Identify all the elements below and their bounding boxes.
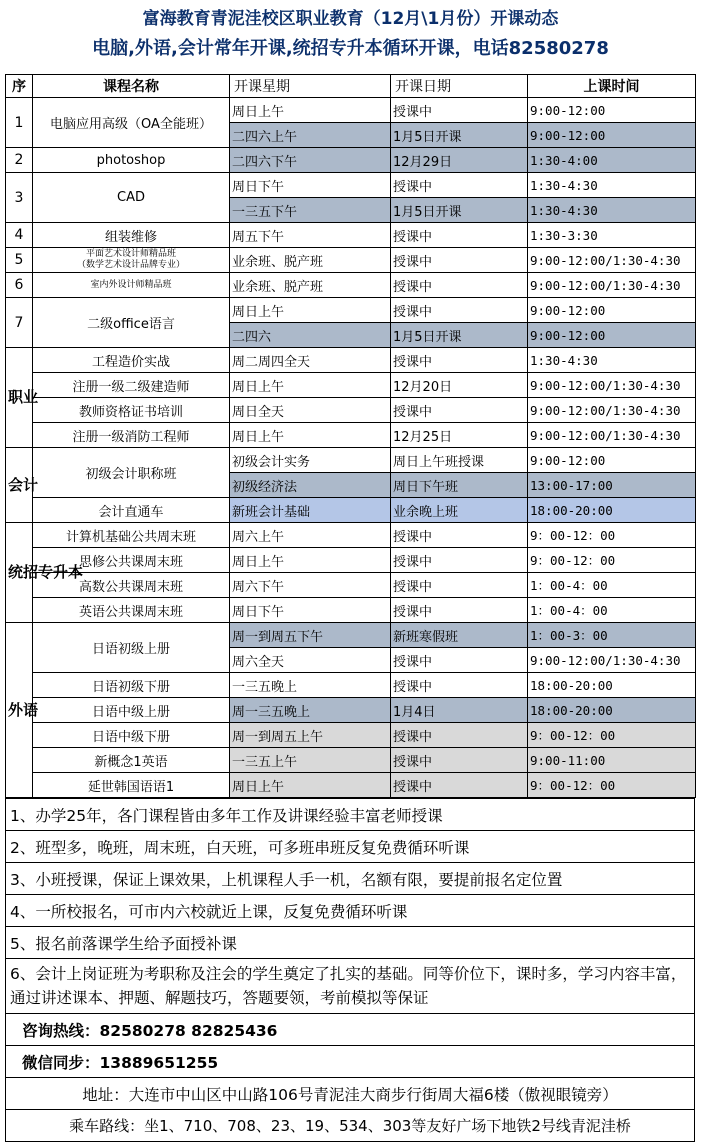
course-time: 9:00-12:00 <box>528 298 696 323</box>
course-week: 初级经济法 <box>230 473 391 498</box>
course-week: 周六下午 <box>230 573 391 598</box>
course-date: 授课中 <box>391 173 528 198</box>
course-date: 授课中 <box>391 523 528 548</box>
course-week: 初级会计实务 <box>230 448 391 473</box>
table-row <box>6 448 696 473</box>
course-name: 延世韩国语语1 <box>33 773 230 798</box>
course-name: 组装维修 <box>33 223 230 248</box>
table-row <box>6 598 696 623</box>
course-time: 9：00-12：00 <box>528 773 696 798</box>
course-date: 授课中 <box>391 598 528 623</box>
course-name: 注册一级二级建造师 <box>33 373 230 398</box>
course-week: 周五下午 <box>230 223 391 248</box>
table-row <box>6 173 696 198</box>
course-name: 会计直通车 <box>33 498 230 523</box>
course-time: 18:00-20:00 <box>528 673 696 698</box>
page-title <box>0 0 701 74</box>
row-number: 2 <box>6 148 33 173</box>
course-time: 18:00-20:00 <box>528 498 696 523</box>
course-date: 12月20日 <box>391 373 528 398</box>
course-week: 二四六上午 <box>230 123 391 148</box>
course-week: 周日上午 <box>230 548 391 573</box>
title-line-1: 富海教育青泥洼校区职业教育（12月\1月份）开课动态 <box>142 9 559 29</box>
table-row <box>6 523 696 548</box>
course-name: 计算机基础公共周末班 <box>33 523 230 548</box>
course-time: 9:00-12:00/1:30-4:30 <box>528 248 696 273</box>
course-time: 9：00-12：00 <box>528 723 696 748</box>
table-row <box>6 148 696 173</box>
row-number: 1 <box>6 98 33 148</box>
row-number: 3 <box>6 173 33 223</box>
table-row <box>6 423 696 448</box>
course-time: 9：00-12：00 <box>528 548 696 573</box>
course-name: 电脑应用高级（OA全能班） <box>33 98 230 148</box>
category-language: 外语 <box>6 623 33 798</box>
course-name: 工程造价实战 <box>33 348 230 373</box>
course-name: 新概念1英语 <box>33 748 230 773</box>
course-week: 业余班、脱产班 <box>230 273 391 298</box>
course-date: 授课中 <box>391 773 528 798</box>
course-date: 授课中 <box>391 723 528 748</box>
table-row <box>6 573 696 598</box>
course-week: 一三五晚上 <box>230 673 391 698</box>
course-time: 1：00-4：00 <box>528 573 696 598</box>
course-week: 周六上午 <box>230 523 391 548</box>
course-name: 日语中级上册 <box>33 698 230 723</box>
course-time: 1:30-3:30 <box>528 223 696 248</box>
header-week: 开课星期 <box>230 75 391 98</box>
header-course: 课程名称 <box>33 75 230 98</box>
table-row <box>6 673 696 698</box>
course-date: 1月5日开课 <box>391 123 528 148</box>
course-time: 9:00-12:00 <box>528 323 696 348</box>
course-date: 授课中 <box>391 548 528 573</box>
course-time: 9:00-12:00/1:30-4:30 <box>528 273 696 298</box>
course-time: 9：00-12：00 <box>528 523 696 548</box>
course-date: 授课中 <box>391 223 528 248</box>
contact-hotline: 咨询热线：82580278 82825436 <box>6 1014 695 1046</box>
course-time: 13:00-17:00 <box>528 473 696 498</box>
course-time: 9:00-12:00 <box>528 448 696 473</box>
course-date: 授课中 <box>391 98 528 123</box>
course-week: 周日上午 <box>230 423 391 448</box>
course-date: 授课中 <box>391 248 528 273</box>
table-row <box>6 698 696 723</box>
course-week: 周日下午 <box>230 598 391 623</box>
course-date: 1月4日 <box>391 698 528 723</box>
course-time: 9:00-12:00 <box>528 98 696 123</box>
course-name-line-1: 平面艺术设计师精品班 <box>85 249 176 259</box>
course-week: 周二周四全天 <box>230 348 391 373</box>
course-name: 初级会计职称班 <box>33 448 230 498</box>
table-row <box>6 348 696 373</box>
table-row <box>6 273 696 298</box>
contact-wechat: 微信同步：13889651255 <box>6 1046 695 1078</box>
table-header <box>6 75 696 98</box>
category-accounting: 会计 <box>6 448 33 523</box>
course-name: photoshop <box>33 148 230 173</box>
course-name: 思修公共课周末班 <box>33 548 230 573</box>
course-name: CAD <box>33 173 230 223</box>
course-name: 日语中级下册 <box>33 723 230 748</box>
course-week: 业余班、脱产班 <box>230 248 391 273</box>
header-date: 开课日期 <box>391 75 528 98</box>
course-name: 高数公共课周末班 <box>33 573 230 598</box>
course-name: 二级office语言 <box>33 298 230 348</box>
course-name: 日语初级上册 <box>33 623 230 673</box>
course-name: 日语初级下册 <box>33 673 230 698</box>
course-date: 授课中 <box>391 398 528 423</box>
course-time: 9:00-12:00/1:30-4:30 <box>528 373 696 398</box>
table-row <box>6 98 696 123</box>
course-date: 授课中 <box>391 348 528 373</box>
course-time: 1：00-3：00 <box>528 623 696 648</box>
course-week: 二四六下午 <box>230 148 391 173</box>
category-upgrade: 统招专升本 <box>6 523 33 623</box>
table-row <box>6 498 696 523</box>
course-date: 业余晚上班 <box>391 498 528 523</box>
header-time: 上课时间 <box>528 75 696 98</box>
course-name: 注册一级消防工程师 <box>33 423 230 448</box>
course-table <box>5 74 696 798</box>
course-date: 12月29日 <box>391 148 528 173</box>
course-name: 英语公共课周末班 <box>33 598 230 623</box>
notes-table <box>5 798 695 1142</box>
course-time: 9:00-12:00 <box>528 123 696 148</box>
course-week: 周日上午 <box>230 773 391 798</box>
course-time: 1:30-4:30 <box>528 173 696 198</box>
course-week: 周日下午 <box>230 173 391 198</box>
course-time: 1:30-4:30 <box>528 348 696 373</box>
course-time: 1:30-4:30 <box>528 198 696 223</box>
course-name: 教师资格证书培训 <box>33 398 230 423</box>
course-time: 18:00-20:00 <box>528 698 696 723</box>
course-time: 1：00-4：00 <box>528 598 696 623</box>
table-row <box>6 223 696 248</box>
note-item: 2、班型多，晚班，周末班，白天班，可多班串班反复免费循环听课 <box>6 831 695 863</box>
course-name <box>33 248 230 273</box>
course-week: 新班会计基础 <box>230 498 391 523</box>
note-item: 4、一所校报名，可市内六校就近上课，反复免费循环听课 <box>6 895 695 927</box>
category-vocational: 职业 <box>6 348 33 448</box>
contact-address: 地址：大连市中山区中山路106号青泥洼大商步行街周大福6楼（傲视眼镜旁） <box>6 1078 695 1110</box>
course-date: 授课中 <box>391 273 528 298</box>
course-week: 周一到周五下午 <box>230 623 391 648</box>
course-week: 二四六 <box>230 323 391 348</box>
table-row <box>6 298 696 323</box>
header-no: 序 <box>6 75 33 98</box>
course-week: 周一到周五上午 <box>230 723 391 748</box>
course-time: 9:00-12:00/1:30-4:30 <box>528 398 696 423</box>
row-number: 4 <box>6 223 33 248</box>
table-row <box>6 623 696 648</box>
course-week: 周日上午 <box>230 373 391 398</box>
course-date: 授课中 <box>391 673 528 698</box>
course-time: 1:30-4:00 <box>528 148 696 173</box>
course-time: 9:00-11:00 <box>528 748 696 773</box>
course-name: 室内外设计师精品班 <box>33 273 230 298</box>
course-name-line-2: （数学艺术设计品牌专业） <box>76 260 185 270</box>
course-week: 周日全天 <box>230 398 391 423</box>
course-week: 周日上午 <box>230 98 391 123</box>
course-date: 1月5日开课 <box>391 323 528 348</box>
table-row <box>6 748 696 773</box>
course-date: 周日上午班授课 <box>391 448 528 473</box>
table-row <box>6 548 696 573</box>
row-number: 6 <box>6 273 33 298</box>
table-row <box>6 248 696 273</box>
table-row <box>6 373 696 398</box>
course-date: 授课中 <box>391 648 528 673</box>
course-time: 9:00-12:00/1:30-4:30 <box>528 423 696 448</box>
course-date: 周日下午班 <box>391 473 528 498</box>
course-date: 授课中 <box>391 298 528 323</box>
table-row <box>6 773 696 798</box>
course-week: 周一三五晚上 <box>230 698 391 723</box>
course-time: 9:00-12:00/1:30-4:30 <box>528 648 696 673</box>
course-date: 1月5日开课 <box>391 198 528 223</box>
course-date: 新班寒假班 <box>391 623 528 648</box>
course-date: 授课中 <box>391 748 528 773</box>
note-item: 3、小班授课，保证上课效果，上机课程人手一机，名额有限，要提前报名定位置 <box>6 863 695 895</box>
note-item: 5、报名前落课学生给予面授补课 <box>6 927 695 959</box>
table-row <box>6 723 696 748</box>
note-item: 6、会计上岗证班为考职称及注会的学生奠定了扎实的基础。同等价位下，课时多，学习内容丰富，通过讲述课本、押题、解题技巧，答题要领，考前模拟等保证 <box>6 959 695 1014</box>
course-week: 一三五下午 <box>230 198 391 223</box>
course-date: 12月25日 <box>391 423 528 448</box>
contact-route: 乘车路线：坐1、710、708、23、19、534、303等友好广场下地铁2号线青泥洼桥 <box>6 1110 695 1142</box>
table-row <box>6 398 696 423</box>
row-number: 7 <box>6 298 33 348</box>
course-date: 授课中 <box>391 573 528 598</box>
course-week: 周六全天 <box>230 648 391 673</box>
row-number: 5 <box>6 248 33 273</box>
course-week: 周日上午 <box>230 298 391 323</box>
course-week: 一三五上午 <box>230 748 391 773</box>
title-line-2: 电脑,外语,会计常年开课,统招专升本循环开课，电话82580278 <box>92 38 609 59</box>
note-item: 1、办学25年，各门课程皆由多年工作及讲课经验丰富老师授课 <box>6 799 695 831</box>
